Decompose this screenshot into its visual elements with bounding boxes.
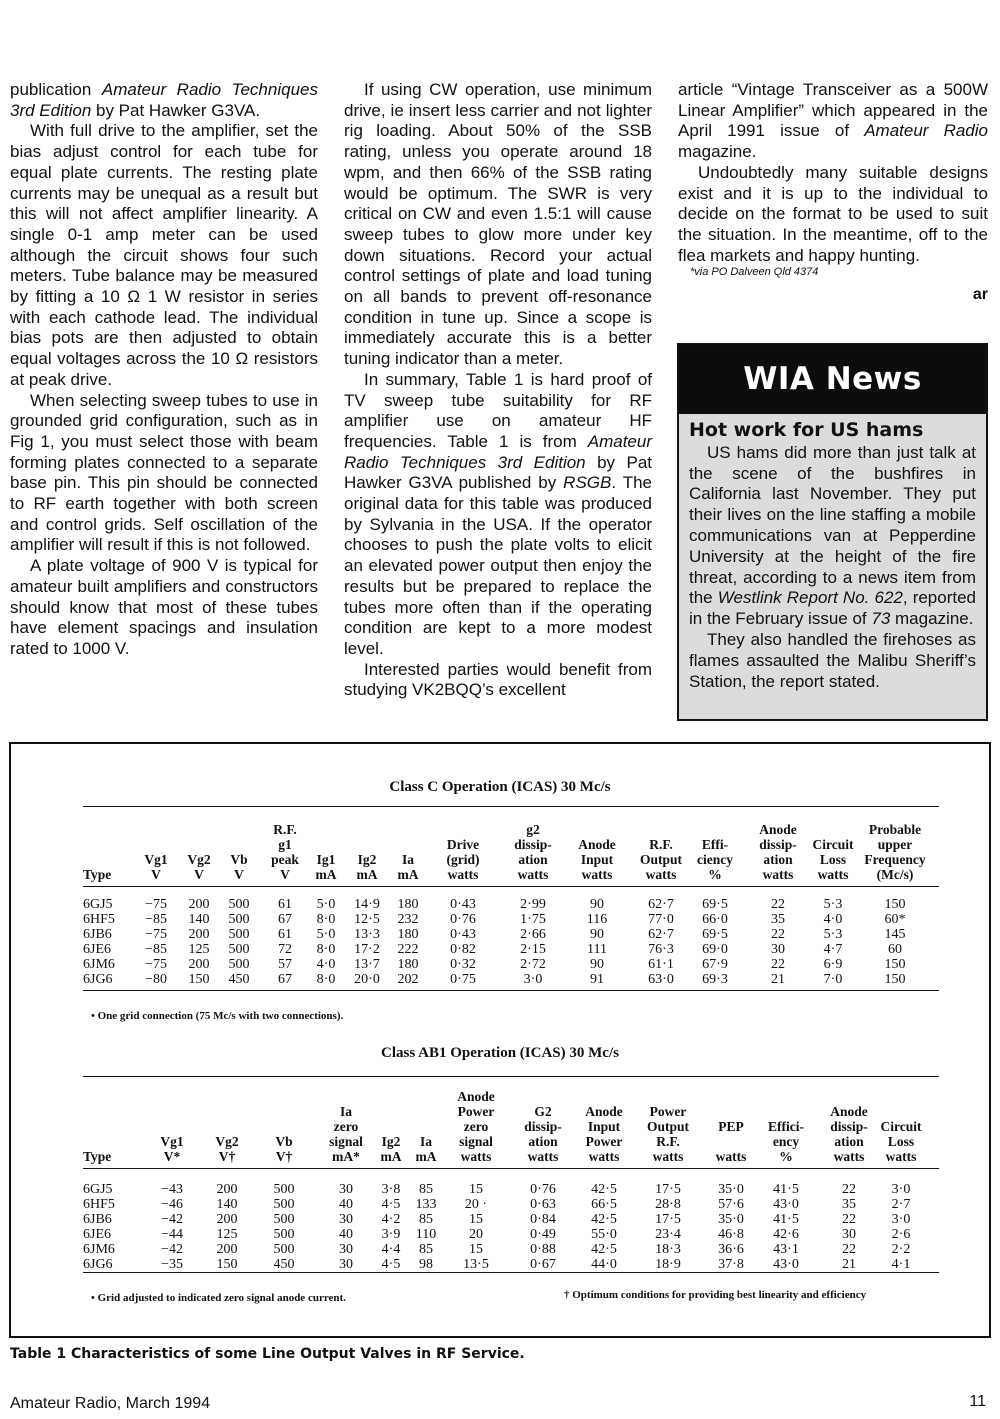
table-cell: 200 — [188, 927, 210, 942]
table-cell: 30 — [339, 1257, 353, 1272]
table-cell: 500 — [228, 897, 250, 912]
table-cell: 2·6 — [891, 1227, 911, 1242]
table-cell: 6JB6 — [83, 927, 112, 942]
table-row — [83, 1227, 939, 1242]
table-cell: 60* — [884, 912, 906, 927]
col3-paragraph: Undoubtedly many suitable designs exist and it is up to the individual to decide on the format to be used to suit the situation. In the meantime, off to the flea markets and happy hunting. — [678, 162, 988, 265]
table-row — [83, 1197, 939, 1212]
table-cell: 61·1 — [648, 957, 674, 972]
col1-paragraph: publication Amateur Radio Techniques 3rd Edition by Pat Hawker G3VA. — [10, 80, 318, 120]
table-cell: 2·7 — [891, 1197, 911, 1212]
col2-paragraph: If using CW operation, use minimum drive, ie insert less carrier and not lighter rig loading. About 50% of the SSB rating, unless you operate around 18 wpm, and then 66% of the SSB rating would be optimum. The SWR is very critical on CW and even 1.5:1 will cause sweep tubes to glow more under key down situations. Record your actual control settings of plate and load tuning on all bands to prevent off-resonance condition in tune up. Since a scope is immediately accurate this is a better tuning indicator than a meter. — [344, 80, 652, 369]
column-header: G2 dissip- ation watts — [524, 1104, 562, 1164]
footer-publication: Amateur Radio, March 1994 — [10, 1395, 211, 1412]
table-row — [83, 1182, 939, 1197]
wia-news-title: WIA News — [679, 345, 986, 414]
table-cell: 40 — [339, 1197, 353, 1212]
table-row — [83, 1257, 939, 1272]
table-cell: 85 — [419, 1242, 433, 1257]
table-cell: 22 — [842, 1212, 856, 1227]
author-address: *via PO Dalveen Qld 4374 — [690, 266, 819, 279]
table-cell: 15 — [469, 1182, 483, 1197]
class-ab1-footnote-right: † Optimum conditions for providing best linearity and efficiency — [564, 1289, 867, 1301]
table-cell: 500 — [228, 912, 250, 927]
wia-news-paragraphs — [689, 443, 976, 693]
table-cell: 450 — [228, 972, 250, 987]
wia-news-body — [679, 414, 986, 692]
column-header: Anode dissip- ation watts — [759, 822, 797, 882]
footer-page-number: 11 — [969, 1393, 986, 1410]
column-header: R.F. g1 peak V — [271, 822, 299, 882]
column-1 — [10, 80, 318, 660]
table-cell: 43·1 — [773, 1242, 799, 1257]
col1-paragraph: A plate voltage of 900 V is typical for amateur built amplifiers and constructors should know that most of these tubes have element spacings and insulation rated to 1000 V. — [10, 556, 318, 658]
table-row — [83, 972, 939, 987]
table-cell: 450 — [273, 1257, 295, 1272]
table-cell: 22 — [842, 1242, 856, 1257]
table-1-box — [9, 742, 991, 1338]
wia-news-paragraph: They also handled the firehoses as flames assaulted the Malibu Sheriff’s Station, the report stated. — [689, 629, 976, 691]
table-row — [83, 912, 939, 927]
table-cell: 200 — [216, 1182, 238, 1197]
table-cell: −43 — [161, 1182, 183, 1197]
table-cell: 0·63 — [530, 1197, 556, 1212]
table-cell: 22 — [842, 1182, 856, 1197]
table-cell: −85 — [145, 942, 167, 957]
table-cell: 37·8 — [718, 1257, 744, 1272]
table-cell: 72 — [278, 942, 292, 957]
table-cell: 69·5 — [702, 897, 728, 912]
table-cell: 3·8 — [381, 1182, 401, 1197]
table-cell: 0·49 — [530, 1227, 556, 1242]
table-cell: 35·0 — [718, 1212, 744, 1227]
table-cell: 180 — [397, 957, 419, 972]
column-header: Vb V† — [275, 1134, 293, 1164]
table-row — [83, 1212, 939, 1227]
table-cell: 90 — [590, 897, 604, 912]
table-cell: 90 — [590, 957, 604, 972]
table-cell: 30 — [339, 1212, 353, 1227]
table-cell: 62·7 — [648, 927, 674, 942]
table-cell: 2·15 — [520, 942, 546, 957]
table-cell: 3·9 — [381, 1227, 401, 1242]
table-cell: 150 — [884, 972, 906, 987]
table-cell: 110 — [415, 1227, 437, 1242]
table-cell: 60 — [888, 942, 902, 957]
table-cell: 0·43 — [450, 927, 476, 942]
column-3 — [678, 80, 988, 306]
table-cell: 500 — [273, 1227, 295, 1242]
table-cell: 40 — [339, 1227, 353, 1242]
column-header: Ia mA — [397, 852, 419, 882]
column-header: Ig2 mA — [380, 1134, 402, 1164]
table-cell: 30 — [339, 1242, 353, 1257]
table-cell: 8·0 — [316, 912, 336, 927]
column-header: Probable upper Frequency (Mc/s) — [864, 822, 926, 882]
column-header: Vg1 V* — [160, 1134, 184, 1164]
table-cell: 2·2 — [891, 1242, 911, 1257]
column-header: Anode dissip- ation watts — [830, 1104, 868, 1164]
table-cell: 30 — [771, 942, 785, 957]
table-cell: 0·43 — [450, 897, 476, 912]
table-cell: 4·4 — [381, 1242, 401, 1257]
column-header: Effici- ency % — [768, 1119, 804, 1164]
table-cell: 202 — [397, 972, 419, 987]
table-cell: 6JB6 — [83, 1212, 112, 1227]
table-cell: 35·0 — [718, 1182, 744, 1197]
table-cell: 500 — [273, 1197, 295, 1212]
table-cell: 61 — [278, 897, 292, 912]
table-cell: 17·2 — [354, 942, 380, 957]
table-cell: 42·5 — [591, 1182, 617, 1197]
table-cell: 12·5 — [354, 912, 380, 927]
column-header: Effi- ciency % — [697, 837, 733, 882]
table-cell: 0·75 — [450, 972, 476, 987]
table-cell: −44 — [161, 1227, 183, 1242]
table-cell: 14·9 — [354, 897, 380, 912]
table-cell: 150 — [188, 972, 210, 987]
table-cell: 21 — [842, 1257, 856, 1272]
table-cell: 30 — [842, 1227, 856, 1242]
column-header: Type — [83, 1149, 112, 1164]
end-mark: ar — [972, 286, 988, 304]
table-cell: 20 — [469, 1227, 483, 1242]
column-header: Anode Input Power watts — [585, 1104, 623, 1164]
table-cell: 2·72 — [520, 957, 546, 972]
table-cell: 133 — [415, 1197, 437, 1212]
table-cell: 145 — [884, 927, 906, 942]
table-cell: 76·3 — [648, 942, 674, 957]
table-rule — [83, 1168, 939, 1169]
table-cell: 17·5 — [655, 1182, 681, 1197]
table-cell: 200 — [188, 897, 210, 912]
table-rule — [83, 990, 939, 991]
table-cell: 6JG6 — [83, 972, 113, 987]
table-cell: 18·9 — [655, 1257, 681, 1272]
column-header: Circuit Loss watts — [812, 837, 854, 882]
table-cell: 42·6 — [773, 1227, 799, 1242]
table-cell: 4·0 — [316, 957, 336, 972]
table-cell: 4·7 — [823, 942, 843, 957]
table-rule — [83, 1272, 939, 1273]
table-cell: 5·3 — [823, 897, 843, 912]
table-cell: 4·5 — [381, 1257, 401, 1272]
table-cell: 55·0 — [591, 1227, 617, 1242]
table-cell: 500 — [228, 957, 250, 972]
table-cell: 6HF5 — [83, 1197, 115, 1212]
table-caption: Table 1 Characteristics of some Line Output Valves in RF Service. — [10, 1346, 525, 1362]
col2-paragraph: In summary, Table 1 is hard proof of TV sweep tube suitability for RF amplifier use on amateur HF frequencies. Table 1 is from Amateur Radio Techniques 3rd Edition by Pat Hawker G3VA published by RSGB. The original data for this table was produced by Sylvania in the USA. If the operator chooses to push the plate volts to elicit an elevated power output then enjoy the results but be prepared to replace the tubes more often than if the operating condition are kept to a more modest level. — [344, 369, 653, 658]
table-cell: 0·67 — [530, 1257, 556, 1272]
table-cell: 98 — [419, 1257, 433, 1272]
table-cell: 8·0 — [316, 972, 336, 987]
table-cell: 22 — [771, 897, 785, 912]
table-cell: 111 — [587, 942, 607, 957]
table-cell: 222 — [397, 942, 419, 957]
table-rule — [83, 886, 939, 887]
table-cell: 4·2 — [381, 1212, 401, 1227]
table-cell: 5·0 — [316, 897, 336, 912]
table-cell: 6JE6 — [83, 942, 111, 957]
table-cell: 200 — [216, 1212, 238, 1227]
table-cell: 46·8 — [718, 1227, 744, 1242]
table-cell: 62·7 — [648, 897, 674, 912]
table-cell: 150 — [884, 897, 906, 912]
table-cell: 5·3 — [823, 927, 843, 942]
table-cell: 6GJ5 — [83, 897, 113, 912]
column-header: Vg2 V† — [215, 1134, 239, 1164]
table-cell: 69·0 — [702, 942, 728, 957]
table-cell: −75 — [145, 927, 167, 942]
table-rule — [83, 806, 939, 807]
table-cell: 7·0 — [823, 972, 843, 987]
column-header: Power Output R.F. watts — [646, 1104, 690, 1164]
table-cell: 180 — [397, 897, 419, 912]
table-cell: 85 — [419, 1212, 433, 1227]
table-cell: 77·0 — [648, 912, 674, 927]
table-cell: 42·5 — [591, 1242, 617, 1257]
table-cell: 91 — [590, 972, 604, 987]
table-cell: 125 — [188, 942, 210, 957]
table-cell: 6·9 — [823, 957, 843, 972]
table-cell: 0·88 — [530, 1242, 556, 1257]
table-cell: 1·75 — [520, 912, 546, 927]
class-c-table-title: Class C Operation (ICAS) 30 Mc/s — [389, 779, 611, 795]
table-cell: 42·5 — [591, 1212, 617, 1227]
table-cell: 500 — [228, 942, 250, 957]
table-cell: 200 — [216, 1242, 238, 1257]
table-cell: 3·0 — [523, 972, 543, 987]
table-cell: 0·76 — [530, 1182, 556, 1197]
table-cell: 36·6 — [718, 1242, 744, 1257]
table-cell: 6GJ5 — [83, 1182, 113, 1197]
table-cell: 61 — [278, 927, 292, 942]
column-header: Ia mA — [415, 1134, 437, 1164]
table-cell: 66·5 — [591, 1197, 617, 1212]
table-cell: −75 — [145, 897, 167, 912]
column-header: Vb V — [230, 852, 248, 882]
class-ab1-table-title: Class AB1 Operation (ICAS) 30 Mc/s — [381, 1045, 619, 1061]
table-row — [83, 1242, 939, 1257]
table-cell: −75 — [145, 957, 167, 972]
table-cell: 6HF5 — [83, 912, 115, 927]
table-cell: 15 — [469, 1212, 483, 1227]
wia-news-box — [677, 343, 988, 721]
table-row — [83, 927, 939, 942]
table-cell: 200 — [188, 957, 210, 972]
table-cell: 41·5 — [773, 1212, 799, 1227]
table-cell: 150 — [884, 957, 906, 972]
table-cell: 43·0 — [773, 1257, 799, 1272]
table-cell: 0·82 — [450, 942, 476, 957]
table-cell: 125 — [216, 1227, 238, 1242]
table-cell: 5·0 — [316, 927, 336, 942]
column-header: Ia zero signal mA* — [329, 1104, 363, 1164]
table-cell: 69·5 — [702, 927, 728, 942]
table-cell: 13·7 — [354, 957, 380, 972]
class-ab1-footnote-left: • Grid adjusted to indicated zero signal anode current. — [91, 1292, 346, 1304]
table-cell: 232 — [397, 912, 419, 927]
table-cell: −42 — [161, 1242, 183, 1257]
table-cell: 140 — [216, 1197, 238, 1212]
column-header: Type — [83, 867, 112, 882]
table-cell: 0·76 — [450, 912, 476, 927]
table-cell: 66·0 — [702, 912, 728, 927]
table-cell: 4·1 — [891, 1257, 911, 1272]
table-cell: 30 — [339, 1182, 353, 1197]
table-cell: 4·0 — [823, 912, 843, 927]
col1-paragraph: With full drive to the amplifier, set the bias adjust control for each tube for equal plate currents. The resting plate currents may be unequal as a result but this will not affect amplifier linearity. A single 0-1 amp meter can be used although the circuit shows four such meters. Tube balance may be measured by fitting a 10 Ω 1 W resistor in series with each cathode lead. The individual bias pots are then adjusted to obtain equal voltages across the 10 Ω resistors at peak drive. — [10, 121, 318, 389]
table-cell: −46 — [161, 1197, 183, 1212]
column-header: Vg1 V — [144, 852, 168, 882]
table-cell: 6JE6 — [83, 1227, 111, 1242]
table-cell: 18·3 — [655, 1242, 681, 1257]
table-cell: 20 · — [464, 1197, 488, 1212]
table-cell: 15 — [469, 1242, 483, 1257]
table-cell: 150 — [216, 1257, 238, 1272]
table-cell: 500 — [273, 1182, 295, 1197]
table-cell: −80 — [145, 972, 167, 987]
table-cell: 22 — [771, 927, 785, 942]
col2-paragraph: Interested parties would benefit from studying VK2BQQ’s excellent — [344, 659, 652, 700]
wia-news-paragraph: US hams did more than just talk at the scene of the bushfires in California last November. They put their lives on the line staffing a mobile communications van at Pepperdine University at the height of the fire threat, according to a news item from the Westlink Report No. 622, reported in the February issue of 73 magazine. — [689, 442, 977, 629]
table-cell: 500 — [228, 927, 250, 942]
table-cell: 67·9 — [702, 957, 728, 972]
table-cell: 3·0 — [891, 1182, 911, 1197]
column-header: g2 dissip- ation watts — [514, 822, 552, 882]
table-cell: 13·3 — [354, 927, 380, 942]
table-rule — [83, 1076, 939, 1077]
table-cell: 3·0 — [891, 1212, 911, 1227]
table-cell: 57 — [278, 957, 292, 972]
column-2 — [344, 80, 652, 701]
table-cell: 8·0 — [316, 942, 336, 957]
table-cell: 41·5 — [773, 1182, 799, 1197]
table-cell: 0·84 — [530, 1212, 556, 1227]
table-cell: 23·4 — [655, 1227, 681, 1242]
table-cell: 21 — [771, 972, 785, 987]
table-cell: 180 — [397, 927, 419, 942]
table-cell: 44·0 — [591, 1257, 617, 1272]
table-cell: 85 — [419, 1182, 433, 1197]
class-c-footnote: • One grid connection (75 Mc/s with two connections). — [91, 1010, 344, 1022]
table-cell: −85 — [145, 912, 167, 927]
wia-news-headline: Hot work for US hams — [689, 419, 924, 441]
table-cell: 35 — [842, 1197, 856, 1212]
col1-paragraph: When selecting sweep tubes to use in grounded grid configuration, such as in Fig 1, you must select those with beam forming plates connected to a separate base pin. This pin should be connected to RF earth together with both screen and control grids. Self oscillation of the amplifier will result if this is not followed. — [10, 390, 318, 555]
table-cell: 2·99 — [520, 897, 546, 912]
table-cell: 69·3 — [702, 972, 728, 987]
table-cell: 67 — [278, 912, 292, 927]
column-header: Anode Input watts — [578, 837, 616, 882]
table-row — [83, 897, 939, 912]
column-header: Vg2 V — [187, 852, 211, 882]
table-cell: 4·5 — [381, 1197, 401, 1212]
table-cell: 63·0 — [648, 972, 674, 987]
col3-paragraph: article “Vintage Transceiver as a 500W Linear Amplifier” which appeared in the April 1991 issue of Amateur Radio magazine. — [678, 80, 988, 162]
column-header: Anode Power zero signal watts — [457, 1089, 495, 1164]
column-header: Ig1 mA — [315, 852, 337, 882]
table-cell: 6JM6 — [83, 1242, 115, 1257]
table-cell: 20·0 — [354, 972, 380, 987]
column-header: Circuit Loss watts — [880, 1119, 922, 1164]
column-header: Ig2 mA — [356, 852, 378, 882]
column-header: Drive (grid) watts — [446, 837, 480, 882]
table-cell: −35 — [161, 1257, 183, 1272]
table-cell: 140 — [188, 912, 210, 927]
table-row — [83, 942, 939, 957]
table-cell: 6JG6 — [83, 1257, 113, 1272]
table-cell: 90 — [590, 927, 604, 942]
table-cell: 67 — [278, 972, 292, 987]
column-header: PEP watts — [715, 1119, 747, 1164]
table-cell: 500 — [273, 1242, 295, 1257]
table-row — [83, 957, 939, 972]
table-cell: 17·5 — [655, 1212, 681, 1227]
column-header: R.F. Output watts — [639, 837, 683, 882]
table-cell: 0·32 — [450, 957, 476, 972]
table-cell: 116 — [586, 912, 608, 927]
table-cell: 57·6 — [718, 1197, 744, 1212]
table-cell: 6JM6 — [83, 957, 115, 972]
table-cell: −42 — [161, 1212, 183, 1227]
table-cell: 22 — [771, 957, 785, 972]
table-cell: 28·8 — [655, 1197, 681, 1212]
table-cell: 35 — [771, 912, 785, 927]
table-cell: 2·66 — [520, 927, 546, 942]
table-cell: 500 — [273, 1212, 295, 1227]
table-cell: 13·5 — [463, 1257, 489, 1272]
table-cell: 43·0 — [773, 1197, 799, 1212]
